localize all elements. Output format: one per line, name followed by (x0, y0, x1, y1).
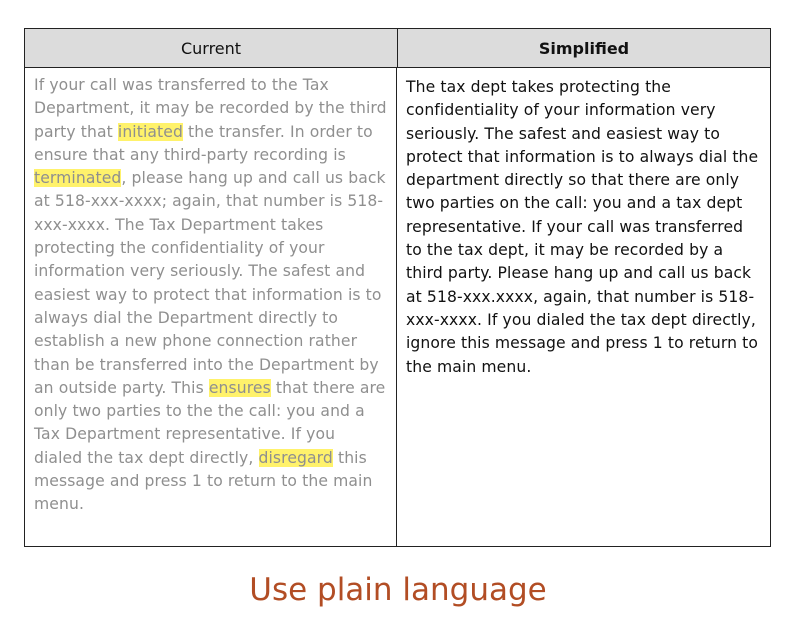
current-text-part: If your call was transferred to the Tax Department, it may be recorded by the third party that (34, 76, 387, 141)
current-text-part: , please hang up and call us back at 518-xxx-xxxx; again, that number is 518-xxx-xxxx. The Tax Department takes protecting the confidentiality of your information very seriously. The safest and easiest way to protect that information is to always dial the Department directly to establish a new phone connection rather than be transferred into the Department by an outside party. This (34, 169, 386, 397)
highlighted-word-terminated: terminated (34, 169, 122, 188)
current-text-cell (25, 68, 397, 546)
highlighted-word-initiated: initiated (117, 122, 183, 141)
table-header-row (25, 29, 770, 68)
slide-caption: Use plain language (249, 572, 547, 608)
header-current: Current (25, 29, 398, 67)
simplified-text-cell: The tax dept takes protecting the confidentiality of your information very seriously. The safest and easiest way to protect that information is to always dial the department directly so that there are only two parties on the call: you and a tax dept representative. If your call was transferred to the tax dept, it may be recorded by a third party. Please hang up and call us back at 518-xxx.xxxx, again, that number is 518-xxx-xxxx. If you dialed the tax dept directly, ignore this message and press 1 to return to the main menu. (406, 78, 759, 376)
current-text-part: that there are only two parties to the the call: you and a Tax Department representative. If you dialed the tax dept directly, (34, 378, 386, 467)
header-simplified: Simplified (538, 38, 630, 58)
comparison-table (24, 28, 771, 547)
highlighted-word-disregard: disregard (258, 448, 333, 467)
table-body-row (25, 68, 770, 546)
highlighted-word-ensures: ensures (208, 378, 271, 397)
current-text-part: the transfer. In order to ensure that any third-party recording is (34, 122, 373, 164)
current-text-part: this message and press 1 to return to the main menu. (34, 448, 373, 514)
